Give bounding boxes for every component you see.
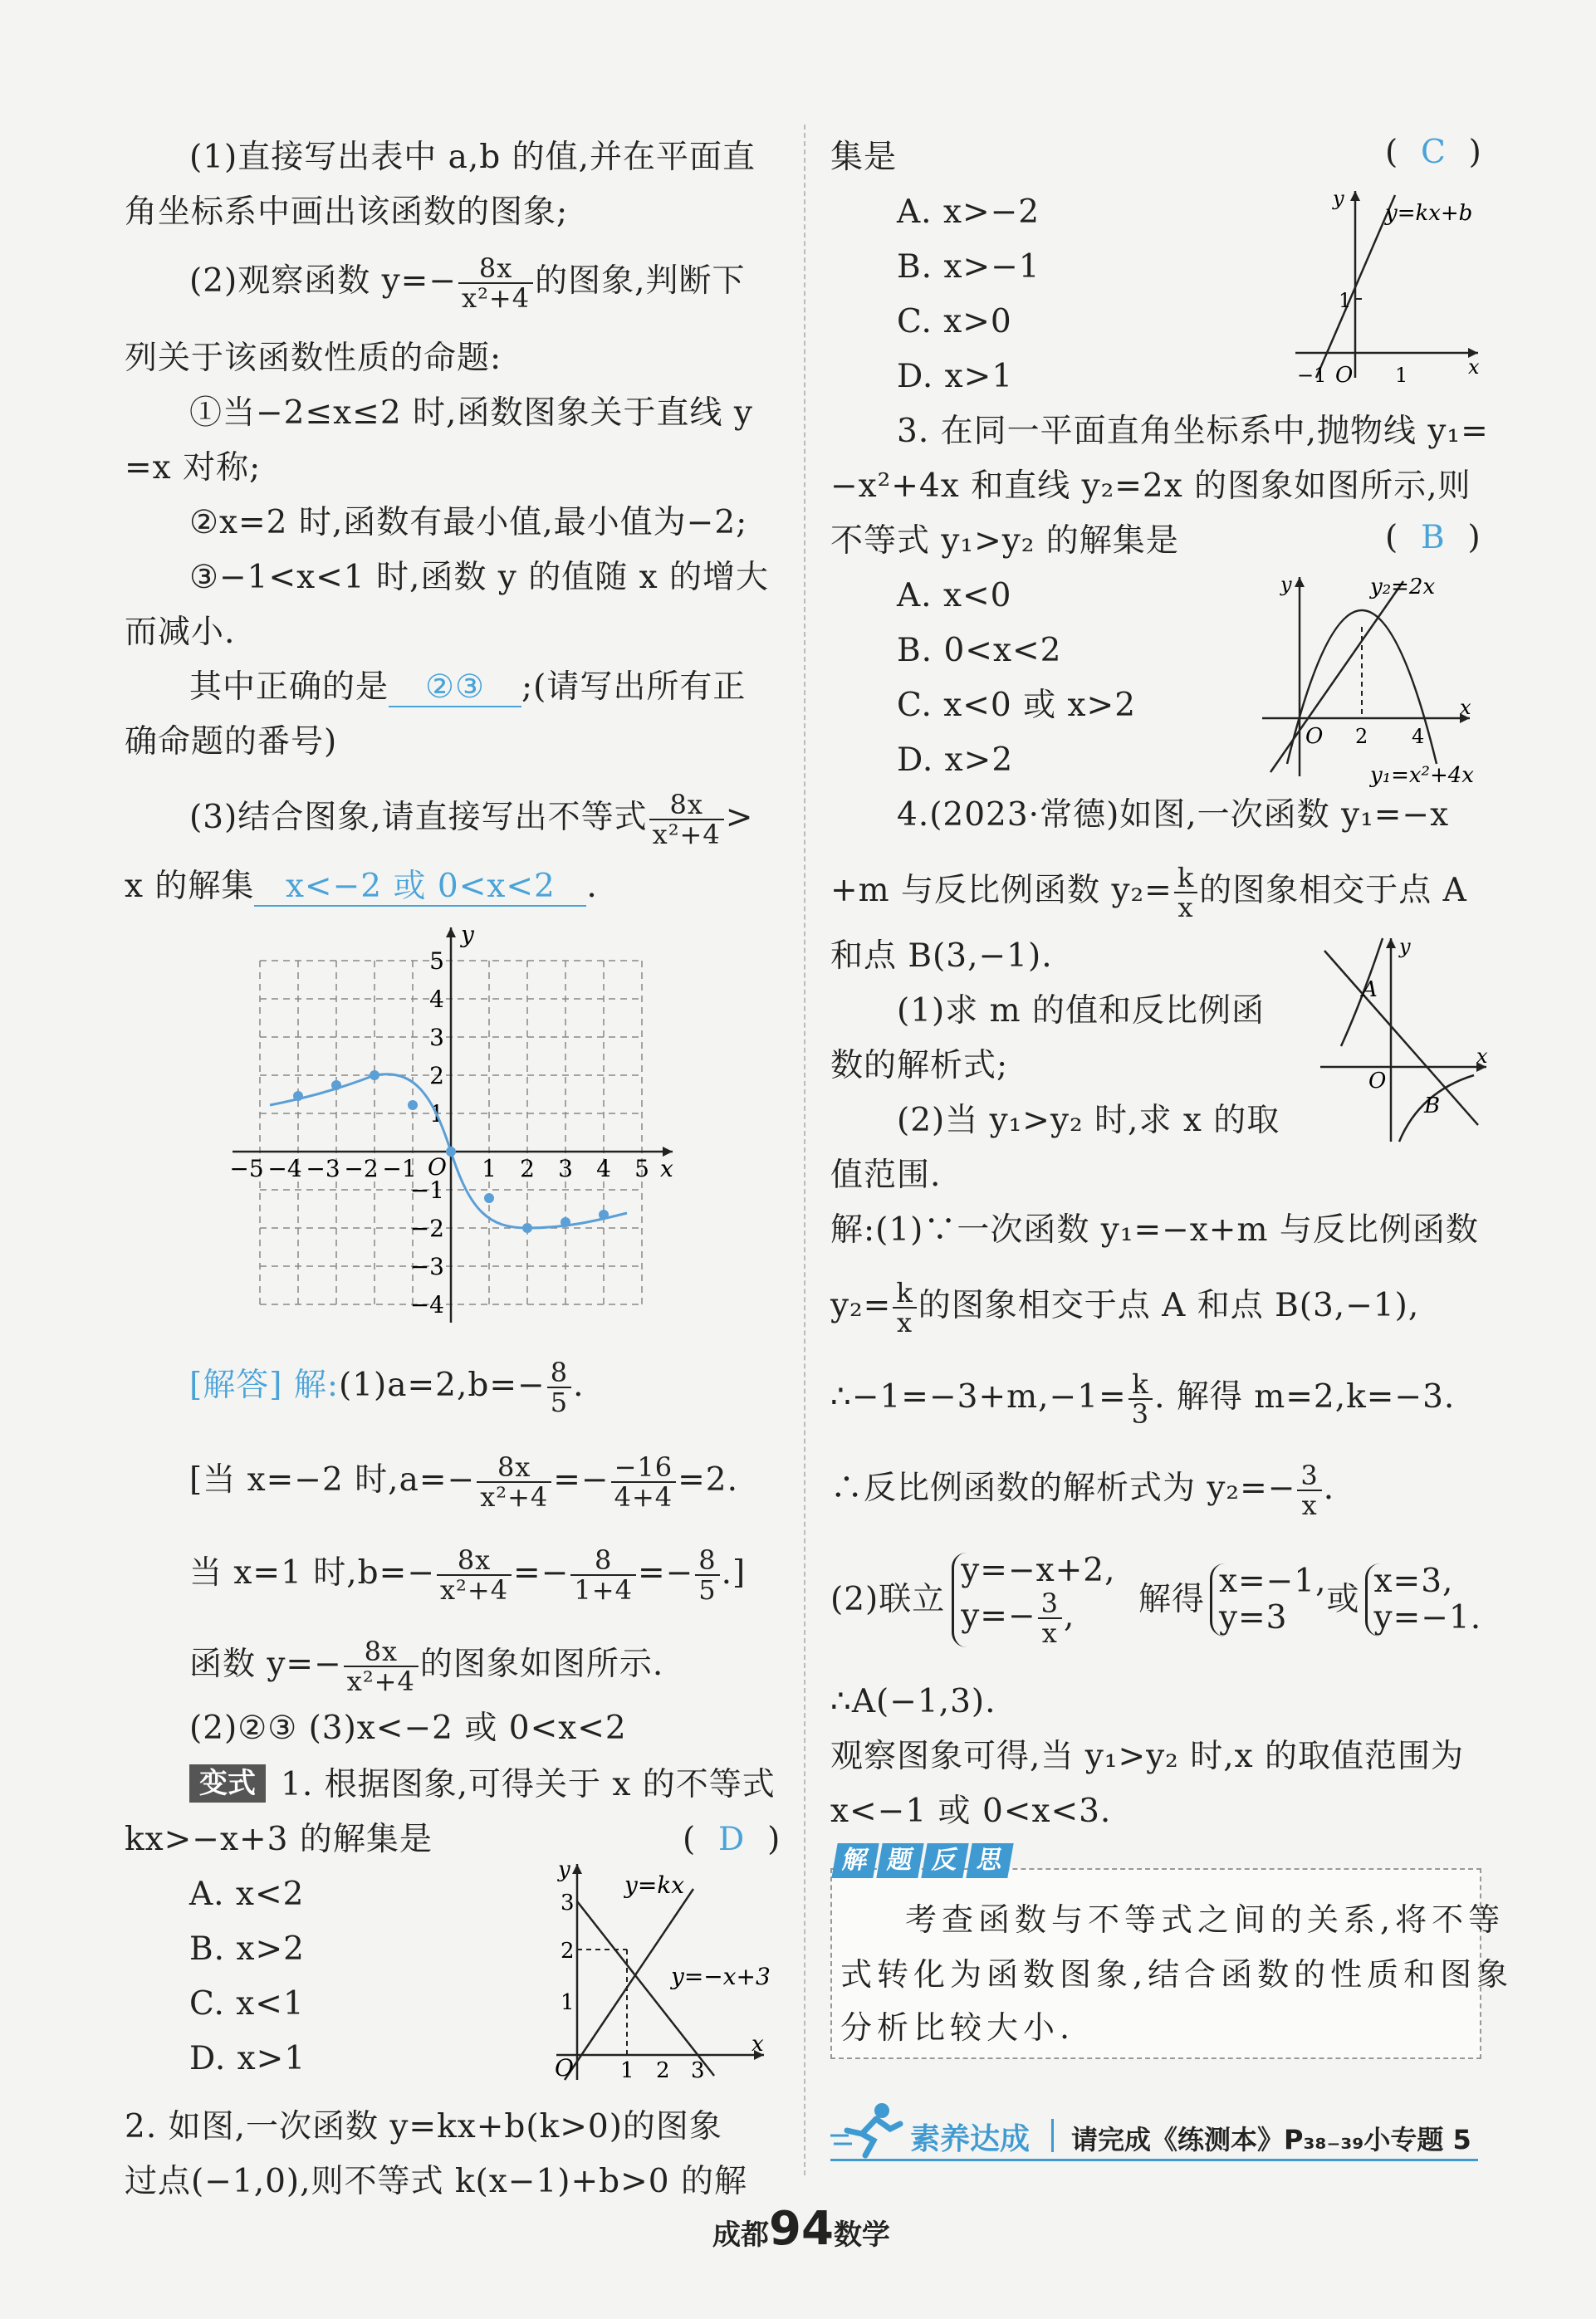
q3-option-d: D. x>2	[897, 741, 1014, 779]
svg-text:y: y	[1333, 187, 1344, 210]
svg-text:3: 3	[558, 1155, 573, 1182]
svg-text:1: 1	[561, 1990, 575, 2015]
q4-line4: (1)求 m 的值和反比例函	[897, 992, 1266, 1030]
q3-option-c: C. x<0 或 x>2	[897, 687, 1137, 724]
solution-line3: 当 x=1 时,b=− $\frac{8x}{\text{x²+4}}$ =− $\frac{8}{1+4}$ =− $\frac{8}{5}$ .]	[189, 1544, 747, 1606]
footer-underline	[830, 2159, 1478, 2161]
q-part1-line2: 角坐标系中画出该函数的图象;	[125, 193, 569, 231]
svg-text:y₂=2x: y₂=2x	[1370, 575, 1436, 599]
statement-3-line2: 而减小.	[125, 614, 236, 651]
svg-text:1: 1	[1339, 289, 1352, 312]
solution-line2: [当 x=−2 时,a=− $\frac{8x}{\text{x²+4}}$ =− $\frac{-16}{4+4}$ =2.	[189, 1451, 739, 1513]
svg-text:x: x	[1476, 1045, 1488, 1068]
svg-text:−5: −5	[229, 1155, 264, 1182]
svg-text:−2: −2	[344, 1155, 379, 1182]
svg-text:O: O	[1335, 363, 1354, 386]
q2-answer: ( C )	[1385, 134, 1482, 171]
variant1-option-c: C. x<1	[189, 1985, 305, 2023]
svg-text:1: 1	[1395, 364, 1408, 386]
q-part2-line1: (2)观察函数 y=− $\frac{8x}{\text{x²+4}}$ 的图象,判断下	[189, 252, 746, 314]
solution-line5: (2)②③ (3)x<−2 或 0<x<2	[189, 1710, 627, 1747]
svg-text:x: x	[1460, 696, 1471, 719]
svg-text:O: O	[555, 2054, 574, 2082]
answer-line5: (2)联立 y=−x+2, y=− $\frac{3}{x}$ , 解得 x=−1, y=3 或 x=3, y=−1.	[830, 1552, 1482, 1649]
svg-text:y₁=x²+4x: y₁=x²+4x	[1370, 763, 1474, 788]
graph-variant1	[531, 1852, 781, 2088]
svg-text:−1: −1	[1297, 364, 1327, 386]
svg-text:x: x	[751, 2032, 764, 2057]
svg-text:−2: −2	[409, 1215, 444, 1242]
solution-line4: 函数 y=− $\frac{8x}{\text{x²+4}}$ 的图象如图所示.	[189, 1636, 664, 1697]
svg-text:x: x	[1468, 355, 1480, 379]
graph-q3	[1246, 565, 1495, 789]
q3-option-b: B. 0<x<2	[897, 632, 1062, 669]
svg-text:y=−x+3: y=−x+3	[671, 1963, 771, 1990]
svg-text:3: 3	[691, 2058, 705, 2083]
q2-option-d: D. x>1	[897, 358, 1014, 395]
origin-label: O	[428, 1153, 447, 1181]
statement-3-line1: ③−1<x<1 时,函数 y 的值随 x 的增大	[189, 559, 770, 596]
svg-text:B: B	[1424, 1093, 1441, 1118]
statement-1-line1: ①当−2≤x≤2 时,函数图象关于直线 y	[189, 394, 753, 432]
footer-instruction: 请完成《练测本》P₃₈₋₃₉小专题 5	[1071, 2124, 1471, 2155]
statement-1-line2: =x 对称;	[125, 449, 262, 487]
q2-option-b: B. x>−1	[897, 248, 1040, 286]
variant1-line1: 1. 根据图象,可得关于 x 的不等式	[281, 1766, 776, 1803]
answer-line4: ∴反比例函数的解析式为 y₂=− $\frac{3}{x}$ .	[830, 1460, 1335, 1521]
svg-text:5: 5	[634, 1155, 649, 1182]
q-part1-line1: (1)直接写出表中 a,b 的值,并在平面直	[189, 139, 756, 176]
svg-text:2: 2	[656, 2058, 670, 2083]
q4-line5: 数的解析式;	[830, 1047, 1009, 1084]
q-part3-line2: x 的解集 x<−2 或 0<x<2 .	[125, 868, 598, 905]
svg-text:y: y	[558, 1857, 570, 1882]
reflection-line1: 考查函数与不等式之间的关系,将不等	[905, 1901, 1505, 1938]
svg-text:1: 1	[620, 2058, 634, 2083]
function-graph-main	[220, 917, 685, 1333]
q-part3-line1: (3)结合图象,请直接写出不等式 $\frac{8x}{\text{x²+4}}$ >	[189, 789, 754, 850]
svg-text:2: 2	[561, 1939, 575, 1964]
variant2-line2: 过点(−1,0),则不等式 k(x−1)+b>0 的解	[125, 2163, 748, 2200]
svg-text:2: 2	[429, 1062, 444, 1089]
answer-line1: 解:(1)∵一次函数 y₁=−x+m 与反比例函数	[830, 1211, 1479, 1249]
q4-line7: 值范围.	[830, 1157, 942, 1194]
svg-text:−4: −4	[267, 1155, 302, 1182]
solution-line1: [解答] 解:(1)a=2,b=− $\frac{8}{5}$ .	[189, 1357, 585, 1418]
reflection-line3: 分析比较大小.	[840, 2009, 1075, 2046]
q3-line1: 3. 在同一平面直角坐标系中,抛物线 y₁=	[897, 413, 1489, 450]
reflection-line2: 式转化为函数图象,结合函数的性质和图象	[840, 1956, 1514, 1993]
fraction: $\frac{8x}{\text{x²+4}}$	[649, 790, 724, 849]
q2-continue: 集是	[830, 139, 898, 176]
svg-text:y=kx: y=kx	[624, 1871, 685, 1899]
variant1-option-a: A. x<2	[189, 1876, 305, 1913]
svg-text:1: 1	[429, 1100, 444, 1128]
svg-text:y: y	[1399, 935, 1411, 958]
y-axis-label: y	[461, 921, 474, 948]
q-part2-line2: 列关于该函数性质的命题:	[125, 340, 502, 377]
svg-text:4: 4	[429, 986, 444, 1013]
q4-line2: +m 与反比例函数 y₂= $\frac{k}{x}$ 的图象相交于点 A	[830, 862, 1467, 923]
q3-line3: 不等式 y₁>y₂ 的解集是	[830, 522, 1179, 560]
svg-text:−3: −3	[306, 1155, 340, 1182]
svg-text:−3: −3	[409, 1253, 444, 1280]
variant2-line1: 2. 如图,一次函数 y=kx+b(k>0)的图象	[125, 2108, 722, 2145]
svg-text:5: 5	[429, 947, 444, 975]
y-tick-labels	[410, 947, 444, 1319]
q3-answer: ( B )	[1385, 519, 1481, 556]
q4-line1: 4.(2023·常德)如图,一次函数 y₁=−x	[897, 796, 1450, 834]
reflection-header: 解 题 反 思	[835, 1843, 1014, 1880]
q3-line2: −x²+4x 和直线 y₂=2x 的图象如图所示,则	[830, 467, 1471, 505]
svg-text:4: 4	[1412, 725, 1425, 748]
q2-option-a: A. x>−2	[897, 193, 1040, 231]
variant1-option-d: D. x>1	[189, 2040, 306, 2077]
variant1-option-b: B. x>2	[189, 1930, 305, 1968]
fraction: $\frac{8x}{\text{x²+4}}$	[458, 254, 533, 312]
q4-line3: 和点 B(3,−1).	[830, 937, 1053, 975]
answer-line2: y₂= $\frac{k}{x}$ 的图象相交于点 A 和点 B(3,−1),	[830, 1277, 1420, 1338]
svg-text:A: A	[1362, 977, 1378, 1002]
svg-text:y=kx+b: y=kx+b	[1385, 201, 1473, 226]
svg-text:3: 3	[429, 1024, 444, 1051]
column-divider	[804, 125, 805, 2175]
answer-blank: x<−2 或 0<x<2	[254, 868, 586, 907]
footer-separator	[1051, 2119, 1054, 2152]
svg-text:2: 2	[1355, 725, 1368, 748]
correct-statements-line: 其中正确的是 ②③ ;(请写出所有正	[189, 668, 747, 706]
graph-q2	[1279, 179, 1495, 386]
variant-tag: 变式	[189, 1764, 266, 1803]
svg-text:4: 4	[596, 1155, 611, 1182]
answer-blank: ②③	[389, 669, 521, 707]
svg-text:y: y	[1280, 573, 1292, 596]
answer-line6: ∴A(−1,3).	[830, 1683, 996, 1720]
footer-brand: 素养达成	[910, 2122, 1031, 2156]
answer-line8: x<−1 或 0<x<3.	[830, 1793, 1112, 1830]
correct-statements-line2: 确命题的番号)	[125, 723, 338, 761]
answer-line3: ∴−1=−3+m,−1= $\frac{k}{3}$ . 解得 m=2,k=−3.	[830, 1368, 1456, 1430]
page-number: 成都94数学	[712, 2202, 890, 2256]
runner-icon	[830, 2101, 905, 2159]
graph-q4	[1312, 930, 1495, 1146]
q3-option-a: A. x<0	[897, 577, 1012, 614]
answer-line7: 观察图象可得,当 y₁>y₂ 时,x 的取值范围为	[830, 1738, 1464, 1775]
q4-line6: (2)当 y₁>y₂ 时,求 x 的取	[897, 1102, 1280, 1139]
svg-text:O: O	[1305, 724, 1324, 749]
svg-text:O: O	[1368, 1069, 1387, 1093]
q2-option-c: C. x>0	[897, 303, 1012, 340]
variant1-answer: ( D )	[683, 1821, 781, 1858]
svg-text:2: 2	[520, 1155, 535, 1182]
svg-text:3: 3	[561, 1891, 575, 1915]
statement-2: ②x=2 时,函数有最小值,最小值为−2;	[189, 504, 748, 541]
svg-text:1: 1	[482, 1155, 497, 1182]
svg-text:−1: −1	[409, 1177, 444, 1204]
svg-text:−1: −1	[382, 1155, 417, 1182]
svg-text:−4: −4	[409, 1291, 444, 1319]
variant1-line2: kx>−x+3 的解集是	[125, 1821, 433, 1858]
x-axis-label: x	[660, 1155, 673, 1182]
